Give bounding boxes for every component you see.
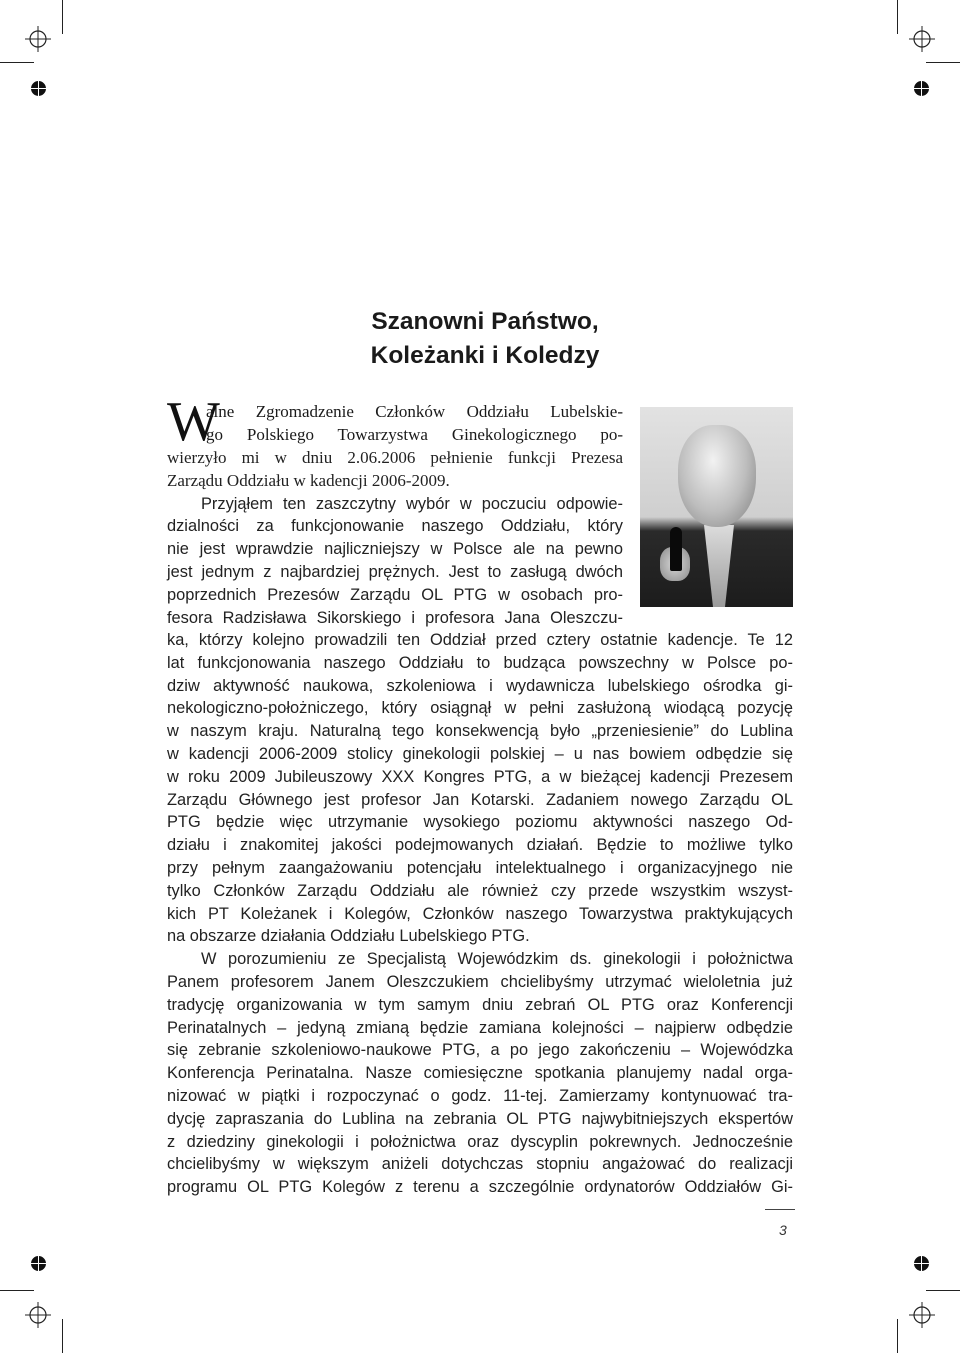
text-line: W porozumieniu ze Specjalistą Wojewódzkim ds. ginekologii i położnictwa	[201, 950, 793, 969]
text-line: nie jest wprawdzie najliczniejszy w Polsce ale na pewno	[167, 540, 623, 559]
text-line: chcielibyśmy w większym aniżeli dotychczas stopniu angażować do realizacji	[167, 1155, 793, 1174]
text-line: w kadencji 2006-2009 stolicy ginekologii polskiej – u nas bowiem odbędzie się	[167, 744, 793, 763]
text-line: Przyjąłem ten zaszczytny wybór w poczuciu odpowie-	[201, 494, 623, 513]
text-line: poprzednich Prezesów Zarządu OL PTG w osobach pro-	[167, 585, 623, 604]
portrait-photo	[640, 407, 793, 607]
registration-dot-icon	[914, 1256, 929, 1271]
crop-mark	[0, 1290, 34, 1291]
text-line: nizować w piątki i rozpoczynać o godz. 11-tej. Zamierzamy kontynuować tra-	[167, 1086, 793, 1105]
text-line: ka, którzy kolejno prowadzili ten Oddział przed cztery ostatnie kadencje. Te 12	[167, 631, 793, 649]
text-line: Perinatalnych – jedyną zmianą będzie zamiana kolejności – najpierw odbędzie	[167, 1018, 793, 1037]
drop-cap: W	[167, 391, 220, 453]
text-line: programu OL PTG Kolegów z terenu a szczególnie ordynatorów Oddziałów Gi-	[167, 1178, 793, 1197]
title-line-1: Szanowni Państwo,	[371, 308, 599, 335]
registration-mark-icon	[909, 1302, 935, 1328]
registration-dot-icon	[31, 81, 46, 96]
crop-mark	[62, 0, 63, 34]
text-line: w naszym kraju. Naturalną tego konsekwencją było „przeniesienie” do Lublina	[167, 722, 793, 741]
body-text-narrow	[167, 447, 623, 629]
page-number: 3	[779, 1222, 787, 1238]
registration-dot-icon	[914, 81, 929, 96]
registration-dot-icon	[31, 1256, 46, 1271]
crop-mark	[926, 62, 960, 63]
text-line: nekologiczno-położniczego, który osiągnął w pełni zasłużoną wiodącą pozycję	[167, 699, 793, 718]
text-line: działu i znakomitej jakości podejmowanych działań. Będzie to możliwe tylko	[167, 836, 793, 855]
crop-mark	[0, 62, 34, 63]
crop-mark	[926, 1290, 960, 1291]
text-line: lat funkcjonowania naszego Oddziału to budząca powszechny w Polsce po-	[167, 653, 793, 672]
crop-mark	[897, 0, 898, 34]
intro-lines	[206, 402, 623, 448]
text-line: jest jednym z najbardziej prężnych. Jest to zasługą dwóch	[167, 562, 623, 581]
body-text-full	[167, 629, 793, 1199]
text-line: tradycję organizowania w tym samym dniu zebrań OL PTG oraz Konferencji	[167, 995, 793, 1014]
page-title	[320, 305, 650, 373]
text-line: na obszarze działania Oddziału Lubelskiego PTG.	[167, 927, 530, 946]
text-line: z dziedziny ginekologii i położnictwa oraz dyscyplin pokrewnych. Jednocześnie	[167, 1132, 793, 1151]
text-line: kich PT Koleżanek i Kolegów, Członków naszego Towarzystwa praktykujących	[167, 904, 793, 923]
microphone-icon	[670, 527, 682, 571]
crop-mark	[897, 1319, 898, 1353]
registration-mark-icon	[25, 1302, 51, 1328]
text-line: tylko Członków Zarządu Oddziału ale również czy przede wszystkim wszyst-	[167, 881, 793, 900]
text-line: Zarządu Głównego jest profesor Jan Kotarski. Zadaniem nowego Zarządu OL	[167, 790, 793, 809]
text-line: go Polskiego Towarzystwa Ginekologicznego po-	[206, 424, 623, 444]
text-line: fesora Radzisława Sikorskiego i profesora Jana Oleszczu-	[167, 608, 623, 627]
text-line: dycję zapraszania do Lublina na zebrania OL PTG najwybitniejszych ekspertów	[167, 1109, 793, 1128]
text-line: wierzyło mi w dniu 2.06.2006 pełnienie funkcji Prezesa	[167, 448, 623, 467]
crop-mark	[62, 1319, 63, 1353]
title-line-2: Koleżanki i Koledzy	[370, 342, 600, 369]
text-line: Panem profesorem Janem Oleszczukiem chcielibyśmy utrzymać wieloletnia już	[167, 972, 793, 991]
registration-mark-icon	[25, 26, 51, 52]
text-line: PTG będzie więc utrzymanie wysokiego poziomu aktywności naszego Od-	[167, 813, 793, 832]
text-line: alne Zgromadzenie Członków Oddziału Lubelskie-	[206, 402, 623, 421]
text-line: dziw aktywność naukowa, szkoleniowa i wydawnicza lubelskiego ośrodka gi-	[167, 676, 793, 695]
text-line: Konferencja Perinatalna. Nasze comiesięczne spotkania planujemy nadal orga-	[167, 1064, 793, 1083]
registration-mark-icon	[909, 26, 935, 52]
text-line: się zebranie szkoleniowo-naukowe PTG, a po jego zakończeniu – Wojewódzka	[167, 1041, 793, 1060]
text-line: w roku 2009 Jubileuszowy XXX Kongres PTG, a w bieżącej kadencji Prezesem	[167, 767, 793, 786]
page-number-rule	[765, 1209, 795, 1210]
text-line: dzialności za funkcjonowanie naszego Oddziału, który	[167, 517, 623, 536]
text-line: przy pełnym zaangażowaniu potencjału intelektualnego i organizacyjnego nie	[167, 858, 793, 877]
text-line: Zarządu Oddziału w kadencji 2006-2009.	[167, 470, 450, 490]
